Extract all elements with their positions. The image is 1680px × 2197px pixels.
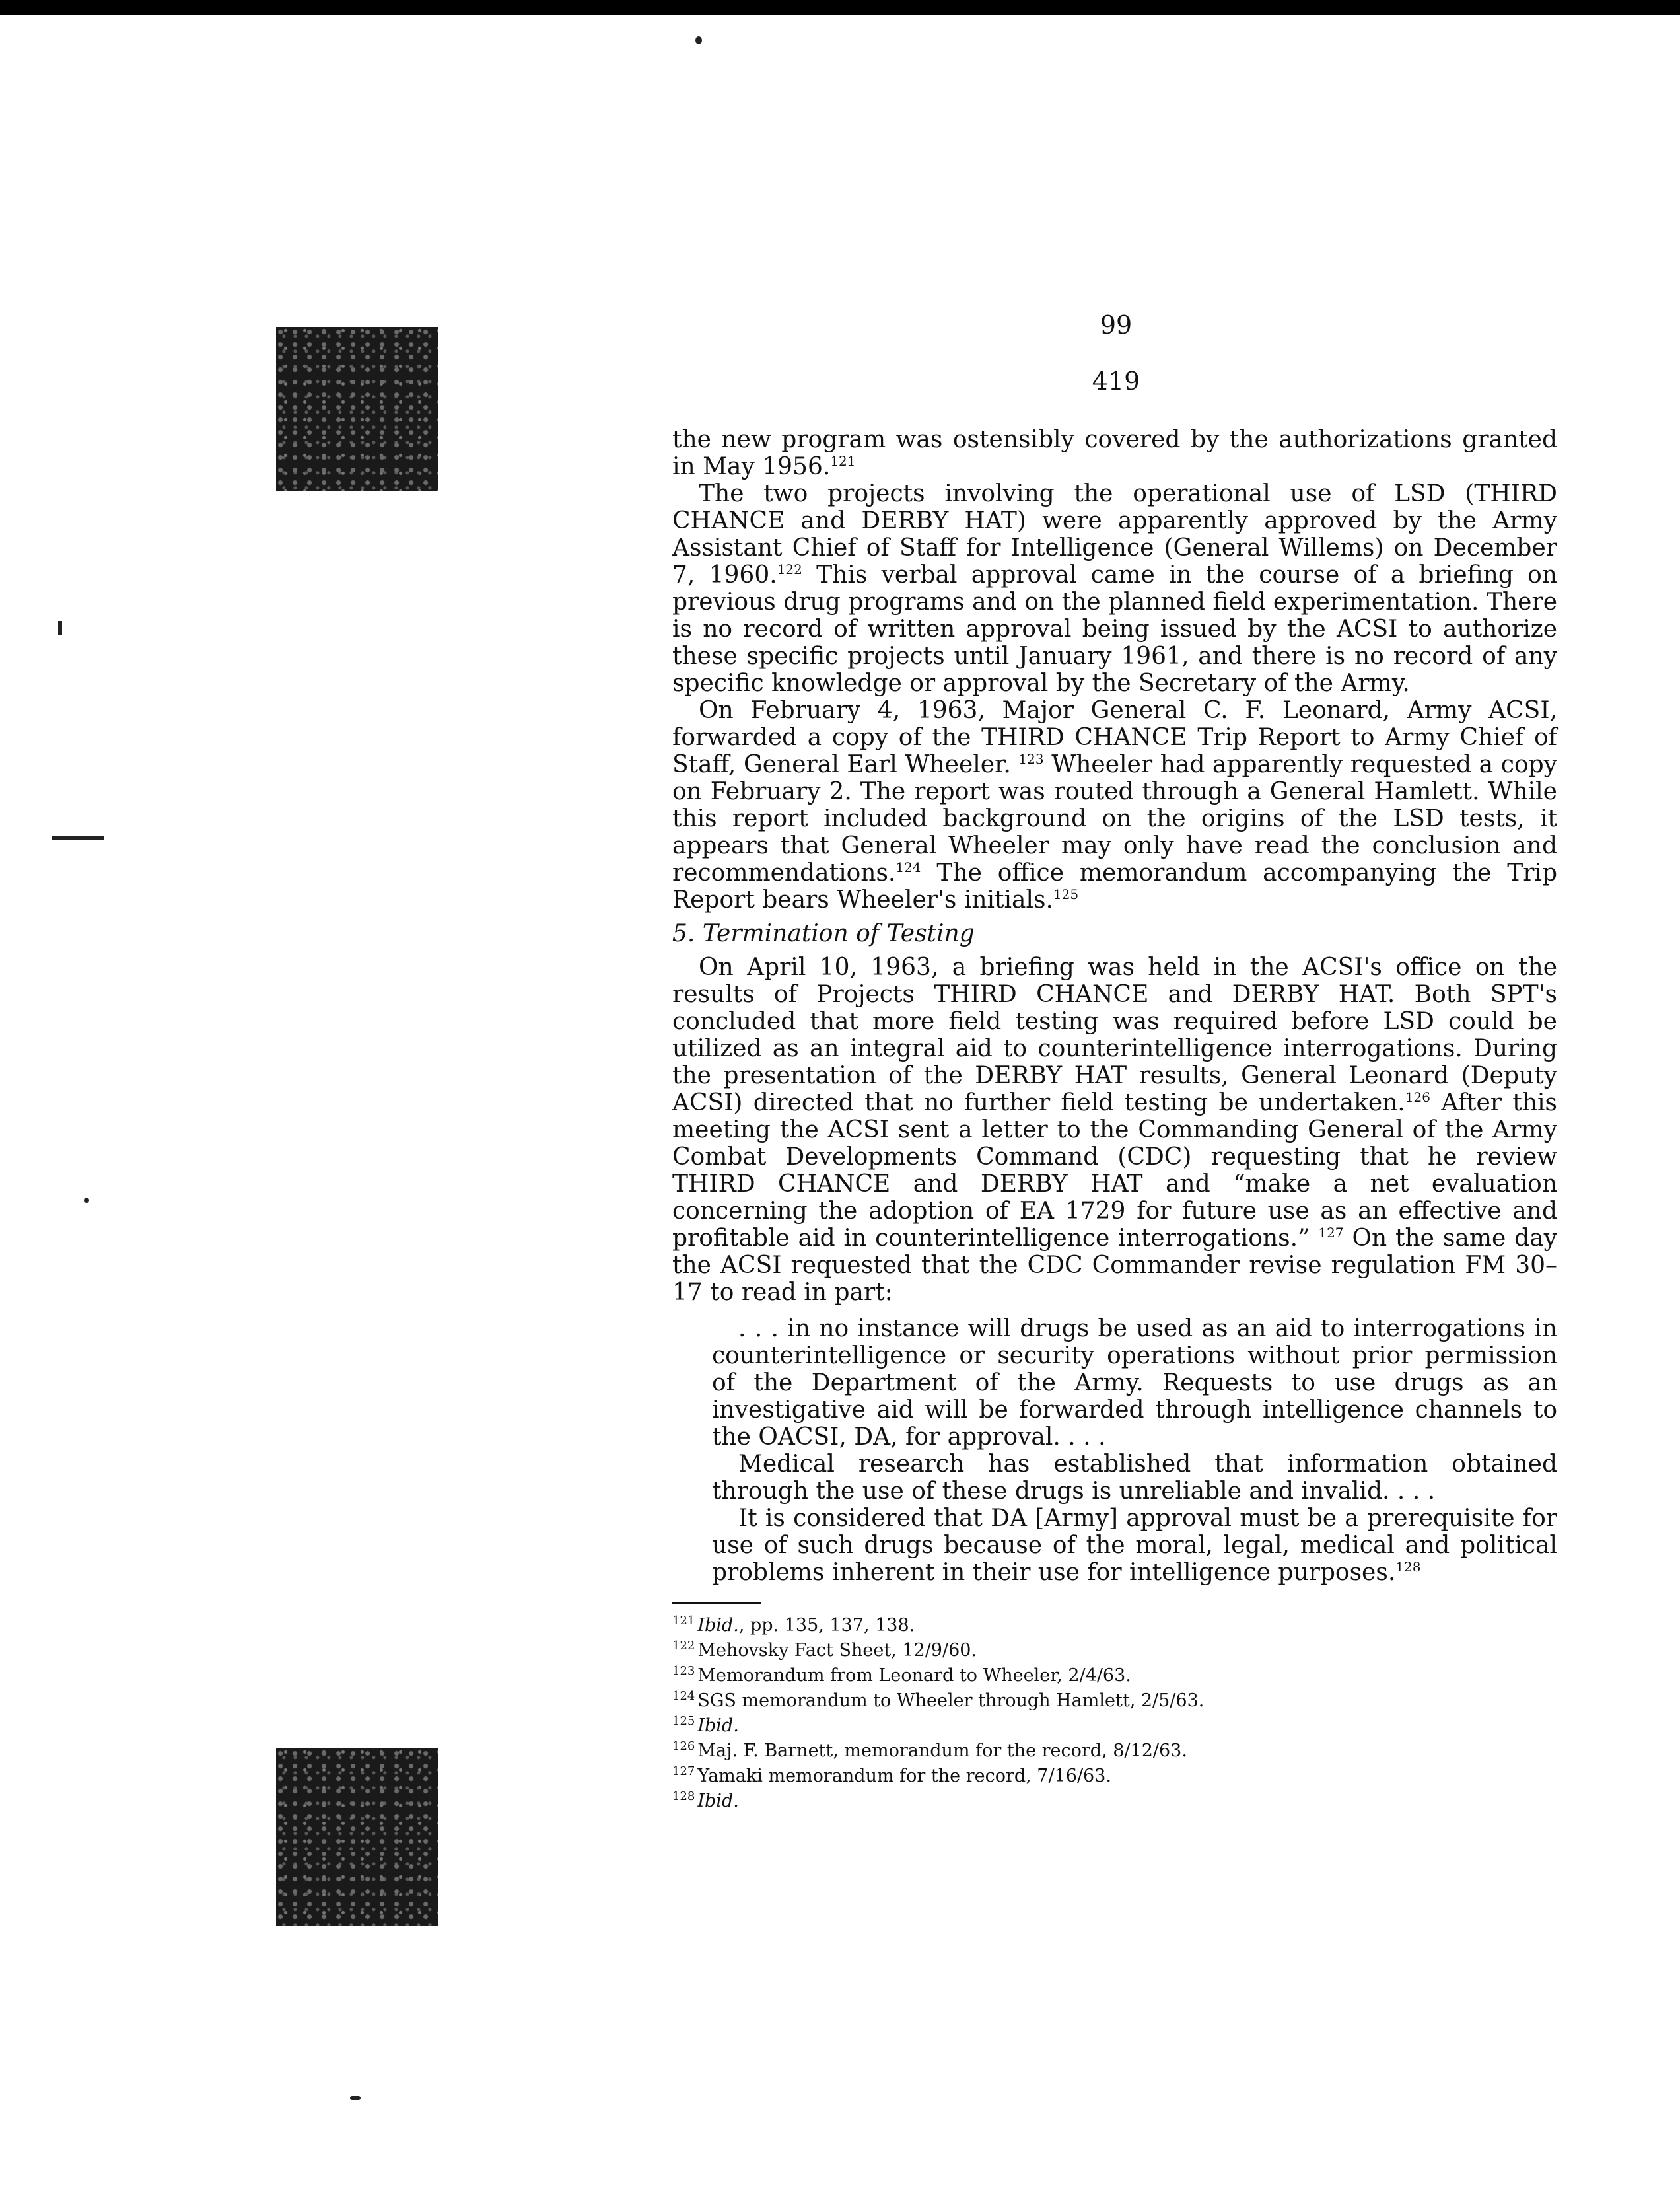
footnote-item	[672, 1736, 1557, 1761]
scan-mark-left-upper	[58, 621, 62, 635]
scan-mark-left-lower	[84, 1198, 89, 1203]
paragraph-4	[672, 954, 1557, 1306]
footnote-number: 126	[672, 1739, 695, 1753]
footnote-ref-128: 128	[1395, 1559, 1421, 1575]
paragraph-2-text-a: The two projects involving the operational use of LSD (THIRD CHANCE and DERBY HAT) were apparently approved by the Army Assistant Chief of Staff for Intelligence (General Willems) on December 7, 1960.	[672, 480, 1557, 589]
paragraph-2	[672, 480, 1557, 697]
scan-artifact-upper	[276, 327, 438, 491]
footnote-divider	[672, 1602, 761, 1604]
paragraph-1-text: the new program was ostensibly covered by the authorizations granted in May 1956.	[672, 426, 1557, 480]
scan-top-border	[0, 0, 1680, 15]
footnote-number: 128	[672, 1789, 695, 1803]
paragraph-4-text-b: After this meeting the ACSI sent a letter to the Commanding General of the Army Combat Developments Command (CDC) requesting that he review THIRD CHANCE and DERBY HAT and “make a net evaluation concerning the adoption of EA 1729 for future use as an effective and profitable aid in counterintelligence interrogations.”	[672, 1089, 1557, 1252]
footnote-ref-124: 124	[895, 859, 921, 875]
footnote-item	[672, 1686, 1557, 1711]
scan-mark-dash	[52, 836, 104, 840]
footnote-item	[672, 1761, 1557, 1786]
paragraph-2-text-b: This verbal approval came in the course of a briefing on previous drug programs and on the planned field experimentation. There is no record of written approval being issued by the ACSI to authorize these specific projects until January 1961, and there is no record of any specific knowledge or approval by the Secretary of the Army.	[672, 561, 1557, 697]
quote-paragraph-3	[712, 1505, 1557, 1586]
paragraph-3-text-b: Wheeler had apparently requested a copy on February 2. The report was routed through a General Hamlett. While this report included background on the origins of the LSD tests, it appears that General Wheeler may only have read the conclusion and recommendations.	[672, 751, 1557, 886]
footnotes	[672, 1610, 1557, 1811]
footnote-text: SGS memorandum to Wheeler through Hamlett, 2/5/63.	[697, 1690, 1205, 1711]
quote-paragraph-1: . . . in no instance will drugs be used as an aid to interrogations in counterintelligence or security operations without prior permission of the Department of the Army. Requests to use drugs as an investigative aid will be forwarded through intelligence channels to the OACSI, DA, for approval. . . .	[712, 1315, 1557, 1451]
paragraph-3-text-c: The office memorandum accompanying the Trip Report bears Wheeler's initials.	[672, 859, 1557, 914]
footnote-text: Mehovsky Fact Sheet, 12/9/60.	[697, 1640, 977, 1661]
footnote-text: , pp. 135, 137, 138.	[738, 1615, 915, 1636]
scan-mark-top	[695, 36, 702, 44]
footnote-italic: Ibid.	[697, 1715, 739, 1736]
footnote-item	[672, 1711, 1557, 1736]
footnote-ref-125: 125	[1053, 886, 1079, 902]
footnote-item	[672, 1661, 1557, 1686]
footnote-italic: Ibid.	[697, 1615, 739, 1636]
quote-paragraph-3-text: It is considered that DA [Army] approval must be a prerequisite for use of such drugs because of the moral, legal, medical and political problems inherent in their use for intelligence purposes.	[712, 1505, 1557, 1586]
paragraph-3-text-a: On February 4, 1963, Major General C. F. Leonard, Army ACSI, forwarded a copy of the THIRD CHANCE Trip Report to Army Chief of Staff, General Earl Wheeler.	[672, 697, 1557, 778]
footnote-number: 121	[672, 1614, 695, 1628]
paragraph-1	[672, 426, 1557, 480]
footnote-number: 124	[672, 1689, 695, 1703]
footnote-number: 123	[672, 1664, 695, 1678]
footnote-item	[672, 1610, 1557, 1636]
footnote-text: Yamaki memorandum for the record, 7/16/63.	[697, 1766, 1111, 1786]
paragraph-4-text-c: On the same day the ACSI requested that the CDC Commander revise regulation FM 30–17 to read in part:	[672, 1225, 1557, 1306]
paragraph-3	[672, 697, 1557, 914]
paragraph-4-text-a: On April 10, 1963, a briefing was held in the ACSI's office on the results of Projects THIRD CHANCE and DERBY HAT. Both SPT's concluded that more field testing was required before LSD could be utilized as an integral aid to counterintelligence interrogations. During the presentation of the DERBY HAT results, General Leonard (Deputy ACSI) directed that no further field testing be undertaken.	[672, 954, 1557, 1116]
quote-paragraph-2: Medical research has established that information obtained through the use of these drugs is unreliable and invalid. . . .	[712, 1451, 1557, 1505]
footnote-number: 125	[672, 1714, 695, 1728]
document-body	[672, 426, 1557, 1811]
footnote-number: 127	[672, 1764, 695, 1778]
page-number-secondary: 419	[1092, 367, 1140, 396]
scan-mark-bottom	[350, 2096, 361, 2100]
page-number-primary: 99	[1100, 310, 1133, 340]
footnote-ref-122: 122	[777, 561, 802, 577]
footnote-ref-127: 127	[1318, 1225, 1344, 1241]
footnote-ref-121: 121	[830, 453, 856, 469]
footnote-item	[672, 1786, 1557, 1811]
block-quote	[712, 1315, 1557, 1586]
scan-artifact-lower	[276, 1748, 438, 1926]
footnote-italic: Ibid.	[697, 1791, 739, 1811]
footnote-ref-123: 123	[1018, 751, 1044, 767]
footnote-text: Memorandum from Leonard to Wheeler, 2/4/63.	[697, 1665, 1131, 1686]
footnote-text: Maj. F. Barnett, memorandum for the record, 8/12/63.	[697, 1741, 1187, 1761]
footnote-ref-126: 126	[1405, 1089, 1431, 1105]
footnote-item	[672, 1636, 1557, 1661]
section-heading: 5. Termination of Testing	[672, 920, 975, 947]
footnote-number: 122	[672, 1639, 695, 1653]
